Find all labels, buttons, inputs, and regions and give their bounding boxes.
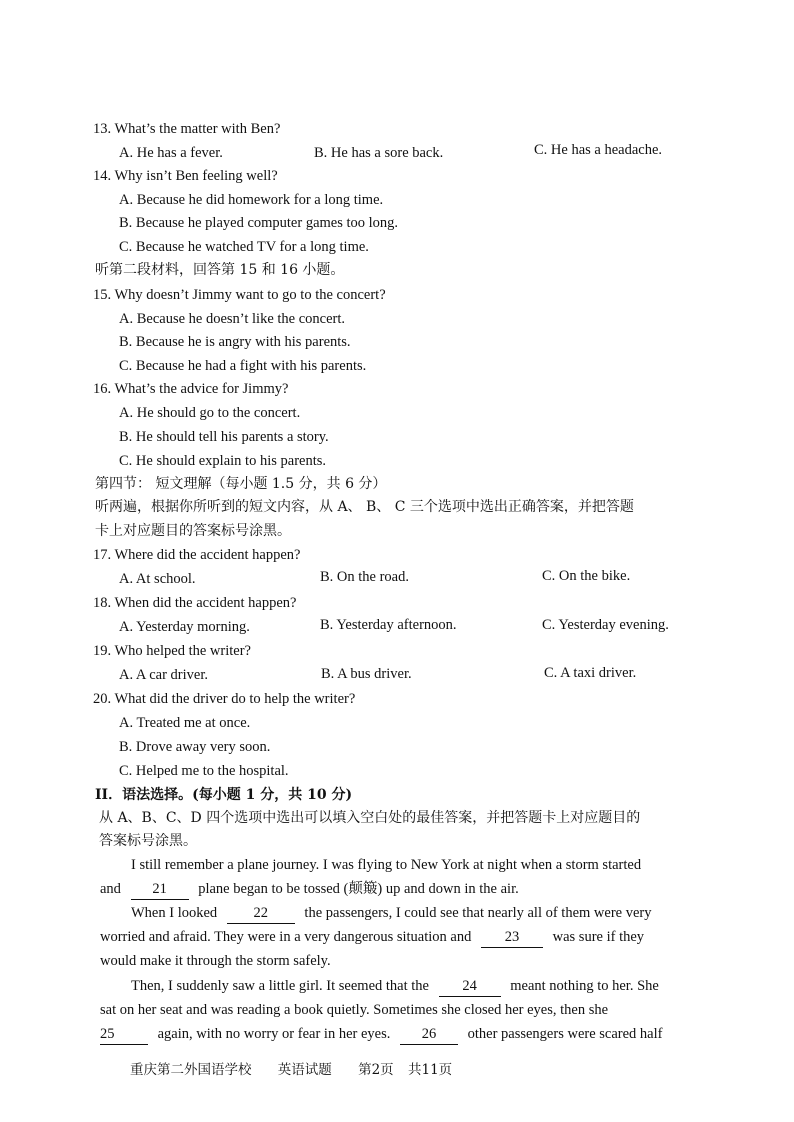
grammar-instructions-line-1: 从 A、B、C、D 四个选项中选出可以填入空白处的最佳答案，并把答题卡上对应题目的 [99, 810, 641, 826]
passage-line-6 [131, 976, 659, 997]
passage-line-7: sat on her seat and was reading a book quietly. Sometimes she closed her eyes, then she [100, 1002, 609, 1018]
question-17-option-a: A. At school. [119, 571, 196, 587]
passage-line-5: would make it through the storm safely. [100, 953, 331, 969]
question-15-option-c: C. Because he had a fight with his parents. [119, 358, 367, 374]
passage-text: plane began to be tossed (颠簸) up and down in the air. [198, 881, 519, 897]
grammar-instructions-line-2: 答案标号涂黑。 [99, 833, 197, 849]
passage-text: again, with no worry or fear in her eyes. [157, 1026, 391, 1042]
blank-23: 23 [481, 927, 543, 948]
footer-page: 第2页 [358, 1062, 394, 1078]
passage-line-8 [100, 1024, 662, 1045]
question-16-option-a: A. He should go to the concert. [119, 405, 301, 421]
question-20-option-c: C. Helped me to the hospital. [119, 763, 289, 779]
footer-total: 共11页 [407, 1062, 453, 1078]
footer-school: 重庆第二外国语学校 [130, 1062, 252, 1078]
question-14-option-b: B. Because he played computer games too long. [119, 215, 399, 231]
passage-line-1: I still remember a plane journey. I was flying to New York at night when a storm started [131, 857, 642, 873]
question-19-stem: 19. Who helped the writer? [93, 643, 251, 659]
question-14-stem: 14. Why isn’t Ben feeling well? [93, 168, 278, 184]
question-13-option-a: A. He has a fever. [119, 145, 223, 161]
passage-text: meant nothing to her. She [510, 978, 659, 994]
blank-25: 25 [100, 1024, 148, 1045]
passage-line-4 [100, 927, 644, 948]
question-18-option-a: A. Yesterday morning. [119, 619, 250, 635]
question-19-option-b: B. A bus driver. [321, 666, 412, 682]
question-20-option-b: B. Drove away very soon. [119, 739, 271, 755]
question-15-option-b: B. Because he is angry with his parents. [119, 334, 351, 350]
passage-text: was sure if they [552, 929, 645, 945]
question-17-stem: 17. Where did the accident happen? [93, 547, 301, 563]
question-15-stem: 15. Why doesn’t Jimmy want to go to the concert? [93, 287, 386, 303]
section-2-note: 听第二段材料，回答第 15 和 16 小题。 [95, 262, 345, 278]
question-20-stem: 20. What did the driver do to help the writer? [93, 691, 356, 707]
page-footer [130, 1058, 474, 1078]
passage-text: and [100, 881, 121, 897]
question-17-option-c: C. On the bike. [542, 568, 631, 584]
question-16-option-c: C. He should explain to his parents. [119, 453, 327, 469]
footer-subject: 英语试题 [277, 1062, 332, 1078]
question-18-stem: 18. When did the accident happen? [93, 595, 297, 611]
passage-text: When I looked [131, 905, 218, 921]
passage-line-2 [100, 879, 519, 900]
question-15-option-a: A. Because he doesn’t like the concert. [119, 311, 346, 327]
blank-24: 24 [439, 976, 501, 997]
blank-22: 22 [227, 903, 295, 924]
part-4-instructions-line-1: 听两遍，根据你所听到的短文内容，从 A、 B、 C 三个选项中选出正确答案，并把答题 [95, 499, 634, 515]
question-13-stem: 13. What’s the matter with Ben? [93, 121, 281, 137]
question-19-option-a: A. A car driver. [119, 667, 208, 683]
question-19-option-c: C. A taxi driver. [544, 665, 637, 681]
question-16-option-b: B. He should tell his parents a story. [119, 429, 329, 445]
passage-line-3 [131, 903, 651, 924]
question-14-option-a: A. Because he did homework for a long time. [119, 192, 384, 208]
passage-text: Then, I suddenly saw a little girl. It seemed that the [131, 978, 429, 994]
passage-text: the passengers, I could see that nearly all of them were very [304, 905, 652, 921]
blank-21: 21 [131, 879, 189, 900]
question-13-option-b: B. He has a sore back. [314, 145, 444, 161]
passage-text: worried and afraid. They were in a very dangerous situation and [100, 929, 472, 945]
question-16-stem: 16. What’s the advice for Jimmy? [93, 381, 289, 397]
part-4-instructions-line-2: 卡上对应题目的答案标号涂黑。 [95, 523, 291, 539]
question-17-option-b: B. On the road. [320, 569, 409, 585]
question-18-option-b: B. Yesterday afternoon. [320, 617, 457, 633]
question-13-option-c: C. He has a headache. [534, 142, 663, 158]
grammar-section-title: II．语法选择。(每小题 1 分，共 10 分) [95, 787, 353, 803]
passage-text: other passengers were scared half [467, 1026, 663, 1042]
part-4-title: 第四节： 短文理解（每小题 1.5 分，共 6 分） [95, 476, 387, 492]
blank-26: 26 [400, 1024, 458, 1045]
question-14-option-c: C. Because he watched TV for a long time. [119, 239, 369, 255]
question-18-option-c: C. Yesterday evening. [542, 617, 669, 633]
question-20-option-a: A. Treated me at once. [119, 715, 251, 731]
